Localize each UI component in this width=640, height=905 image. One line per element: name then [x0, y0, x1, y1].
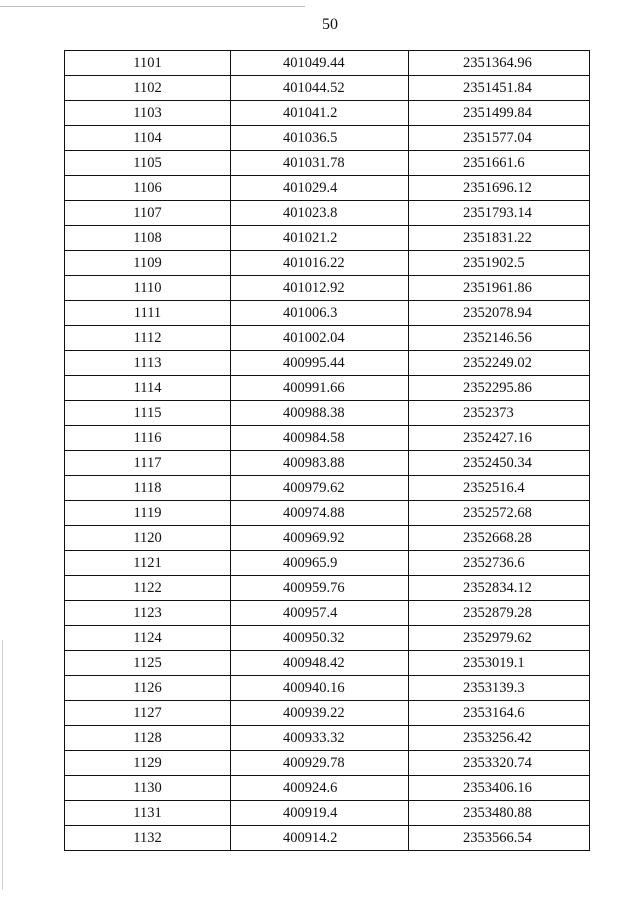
table-row — [65, 276, 590, 301]
table-row — [65, 201, 590, 226]
x-coordinate-cell: 400983.88 — [231, 451, 409, 476]
table-row — [65, 301, 590, 326]
table-row — [65, 401, 590, 426]
top-divider-line — [0, 6, 305, 7]
x-coordinate-cell: 400939.22 — [231, 701, 409, 726]
table-row — [65, 51, 590, 76]
x-coordinate-cell: 400995.44 — [231, 351, 409, 376]
y-coordinate-cell: 2351364.96 — [409, 51, 590, 76]
y-coordinate-cell: 2351793.14 — [409, 201, 590, 226]
table-row — [65, 476, 590, 501]
point-number-cell: 1128 — [65, 726, 231, 751]
table-row — [65, 751, 590, 776]
point-number-cell: 1110 — [65, 276, 231, 301]
y-coordinate-cell: 2353256.42 — [409, 726, 590, 751]
table-row — [65, 151, 590, 176]
y-coordinate-cell: 2352834.12 — [409, 576, 590, 601]
y-coordinate-cell: 2351902.5 — [409, 251, 590, 276]
table-row — [65, 176, 590, 201]
x-coordinate-cell: 401021.2 — [231, 226, 409, 251]
y-coordinate-cell: 2353406.16 — [409, 776, 590, 801]
x-coordinate-cell: 401041.2 — [231, 101, 409, 126]
table-row — [65, 351, 590, 376]
y-coordinate-cell: 2352146.56 — [409, 326, 590, 351]
table-row — [65, 576, 590, 601]
y-coordinate-cell: 2353019.1 — [409, 651, 590, 676]
table-row — [65, 426, 590, 451]
point-number-cell: 1123 — [65, 601, 231, 626]
point-number-cell: 1132 — [65, 826, 231, 851]
table-row — [65, 326, 590, 351]
y-coordinate-cell: 2351661.6 — [409, 151, 590, 176]
point-number-cell: 1120 — [65, 526, 231, 551]
y-coordinate-cell: 2353480.88 — [409, 801, 590, 826]
y-coordinate-cell: 2352450.34 — [409, 451, 590, 476]
point-number-cell: 1130 — [65, 776, 231, 801]
y-coordinate-cell: 2352078.94 — [409, 301, 590, 326]
x-coordinate-cell: 401006.3 — [231, 301, 409, 326]
y-coordinate-cell: 2351696.12 — [409, 176, 590, 201]
coordinates-table-body — [65, 51, 590, 851]
point-number-cell: 1113 — [65, 351, 231, 376]
table-row — [65, 626, 590, 651]
x-coordinate-cell: 401031.78 — [231, 151, 409, 176]
point-number-cell: 1107 — [65, 201, 231, 226]
y-coordinate-cell: 2352427.16 — [409, 426, 590, 451]
table-row — [65, 376, 590, 401]
x-coordinate-cell: 400957.4 — [231, 601, 409, 626]
point-number-cell: 1102 — [65, 76, 231, 101]
point-number-cell: 1112 — [65, 326, 231, 351]
table-row — [65, 676, 590, 701]
y-coordinate-cell: 2352295.86 — [409, 376, 590, 401]
y-coordinate-cell: 2353566.54 — [409, 826, 590, 851]
x-coordinate-cell: 400965.9 — [231, 551, 409, 576]
table-row — [65, 826, 590, 851]
table-row — [65, 726, 590, 751]
x-coordinate-cell: 401023.8 — [231, 201, 409, 226]
point-number-cell: 1109 — [65, 251, 231, 276]
y-coordinate-cell: 2352879.28 — [409, 601, 590, 626]
x-coordinate-cell: 401044.52 — [231, 76, 409, 101]
y-coordinate-cell: 2351961.86 — [409, 276, 590, 301]
x-coordinate-cell: 401016.22 — [231, 251, 409, 276]
page-number: 50 — [322, 16, 338, 33]
x-coordinate-cell: 400969.92 — [231, 526, 409, 551]
y-coordinate-cell: 2352668.28 — [409, 526, 590, 551]
y-coordinate-cell: 2352572.68 — [409, 501, 590, 526]
y-coordinate-cell: 2352516.4 — [409, 476, 590, 501]
x-coordinate-cell: 400950.32 — [231, 626, 409, 651]
point-number-cell: 1108 — [65, 226, 231, 251]
y-coordinate-cell: 2353139.3 — [409, 676, 590, 701]
coordinates-table — [64, 50, 590, 851]
point-number-cell: 1115 — [65, 401, 231, 426]
table-row — [65, 76, 590, 101]
table-row — [65, 801, 590, 826]
table-row — [65, 501, 590, 526]
x-coordinate-cell: 400984.58 — [231, 426, 409, 451]
x-coordinate-cell: 401049.44 — [231, 51, 409, 76]
point-number-cell: 1129 — [65, 751, 231, 776]
y-coordinate-cell: 2351499.84 — [409, 101, 590, 126]
x-coordinate-cell: 401036.5 — [231, 126, 409, 151]
table-row — [65, 251, 590, 276]
table-row — [65, 126, 590, 151]
x-coordinate-cell: 401002.04 — [231, 326, 409, 351]
point-number-cell: 1131 — [65, 801, 231, 826]
table-row — [65, 651, 590, 676]
point-number-cell: 1106 — [65, 176, 231, 201]
table-row — [65, 101, 590, 126]
y-coordinate-cell: 2352736.6 — [409, 551, 590, 576]
table-row — [65, 451, 590, 476]
table-row — [65, 601, 590, 626]
x-coordinate-cell: 400948.42 — [231, 651, 409, 676]
point-number-cell: 1111 — [65, 301, 231, 326]
point-number-cell: 1125 — [65, 651, 231, 676]
x-coordinate-cell: 401012.92 — [231, 276, 409, 301]
x-coordinate-cell: 400924.6 — [231, 776, 409, 801]
point-number-cell: 1118 — [65, 476, 231, 501]
table-row — [65, 226, 590, 251]
point-number-cell: 1101 — [65, 51, 231, 76]
y-coordinate-cell: 2352979.62 — [409, 626, 590, 651]
left-margin-line — [2, 640, 3, 890]
x-coordinate-cell: 400991.66 — [231, 376, 409, 401]
table-row — [65, 551, 590, 576]
point-number-cell: 1127 — [65, 701, 231, 726]
x-coordinate-cell: 400914.2 — [231, 826, 409, 851]
x-coordinate-cell: 400919.4 — [231, 801, 409, 826]
table-row — [65, 776, 590, 801]
point-number-cell: 1121 — [65, 551, 231, 576]
table-row — [65, 526, 590, 551]
point-number-cell: 1116 — [65, 426, 231, 451]
x-coordinate-cell: 400929.78 — [231, 751, 409, 776]
x-coordinate-cell: 400933.32 — [231, 726, 409, 751]
y-coordinate-cell: 2352249.02 — [409, 351, 590, 376]
x-coordinate-cell: 400979.62 — [231, 476, 409, 501]
y-coordinate-cell: 2351831.22 — [409, 226, 590, 251]
x-coordinate-cell: 400974.88 — [231, 501, 409, 526]
point-number-cell: 1104 — [65, 126, 231, 151]
y-coordinate-cell: 2353164.6 — [409, 701, 590, 726]
y-coordinate-cell: 2351451.84 — [409, 76, 590, 101]
point-number-cell: 1114 — [65, 376, 231, 401]
x-coordinate-cell: 400940.16 — [231, 676, 409, 701]
x-coordinate-cell: 401029.4 — [231, 176, 409, 201]
x-coordinate-cell: 400959.76 — [231, 576, 409, 601]
y-coordinate-cell: 2351577.04 — [409, 126, 590, 151]
y-coordinate-cell: 2353320.74 — [409, 751, 590, 776]
point-number-cell: 1124 — [65, 626, 231, 651]
x-coordinate-cell: 400988.38 — [231, 401, 409, 426]
point-number-cell: 1117 — [65, 451, 231, 476]
point-number-cell: 1119 — [65, 501, 231, 526]
y-coordinate-cell: 2352373 — [409, 401, 590, 426]
point-number-cell: 1103 — [65, 101, 231, 126]
table-row — [65, 701, 590, 726]
point-number-cell: 1126 — [65, 676, 231, 701]
point-number-cell: 1122 — [65, 576, 231, 601]
point-number-cell: 1105 — [65, 151, 231, 176]
